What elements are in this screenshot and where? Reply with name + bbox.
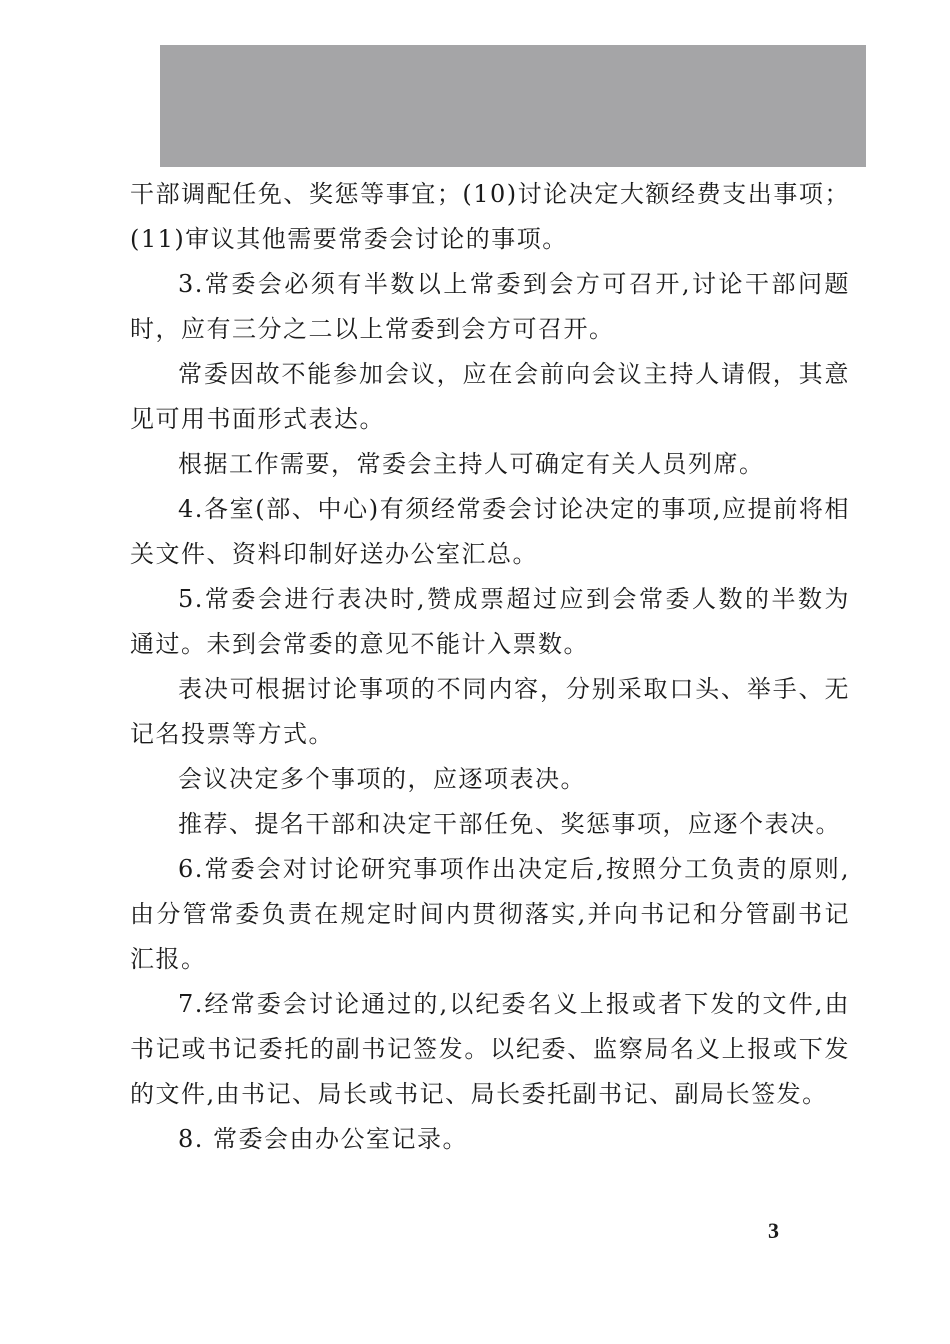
paragraph-item-4: 4.各室(部、中心)有须经常委会讨论决定的事项,应提前将相关文件、资料印制好送办公室汇总。 <box>130 495 850 568</box>
paragraph-item-6: 6.常委会对讨论研究事项作出决定后,按照分工负责的原则,由分管常委负责在规定时间内贯彻落实,并向书记和分管副书记汇报。 <box>130 855 850 973</box>
paragraph-absence: 常委因故不能参加会议，应在会前向会议主持人请假，其意见可用书面形式表达。 <box>130 360 850 433</box>
paragraph-attendees: 根据工作需要，常委会主持人可确定有关人员列席。 <box>178 450 765 478</box>
paragraph-cadre-votes: 推荐、提名干部和决定干部任免、奖惩事项，应逐个表决。 <box>178 810 841 838</box>
paragraph-voting-methods: 表决可根据讨论事项的不同内容，分别采取口头、举手、无记名投票等方式。 <box>130 675 850 748</box>
paragraph-multiple-items: 会议决定多个事项的，应逐项表决。 <box>178 765 586 793</box>
paragraph-item-7: 7.经常委会讨论通过的,以纪委名义上报或者下发的文件,由书记或书记委托的副书记签发。以纪委、监察局名义上报或下发的文件,由书记、局长或书记、局长委托副书记、副局长签发。 <box>130 990 850 1108</box>
document-body <box>130 172 850 1162</box>
paragraph-item-3: 3.常委会必须有半数以上常委到会方可召开,讨论干部问题时，应有三分之二以上常委到会方可召开。 <box>130 270 850 343</box>
paragraph-item-5: 5.常委会进行表决时,赞成票超过应到会常委人数的半数为通过。未到会常委的意见不能计入票数。 <box>130 585 850 658</box>
paragraph-item-8: 8. 常委会由办公室记录。 <box>178 1125 469 1153</box>
page-number: 3 <box>768 1218 779 1243</box>
header-band <box>160 45 866 167</box>
paragraph-continuation: 干部调配任免、奖惩等事宜；(10)讨论决定大额经费支出事项；(11)审议其他需要常委会讨论的事项。 <box>130 180 850 253</box>
